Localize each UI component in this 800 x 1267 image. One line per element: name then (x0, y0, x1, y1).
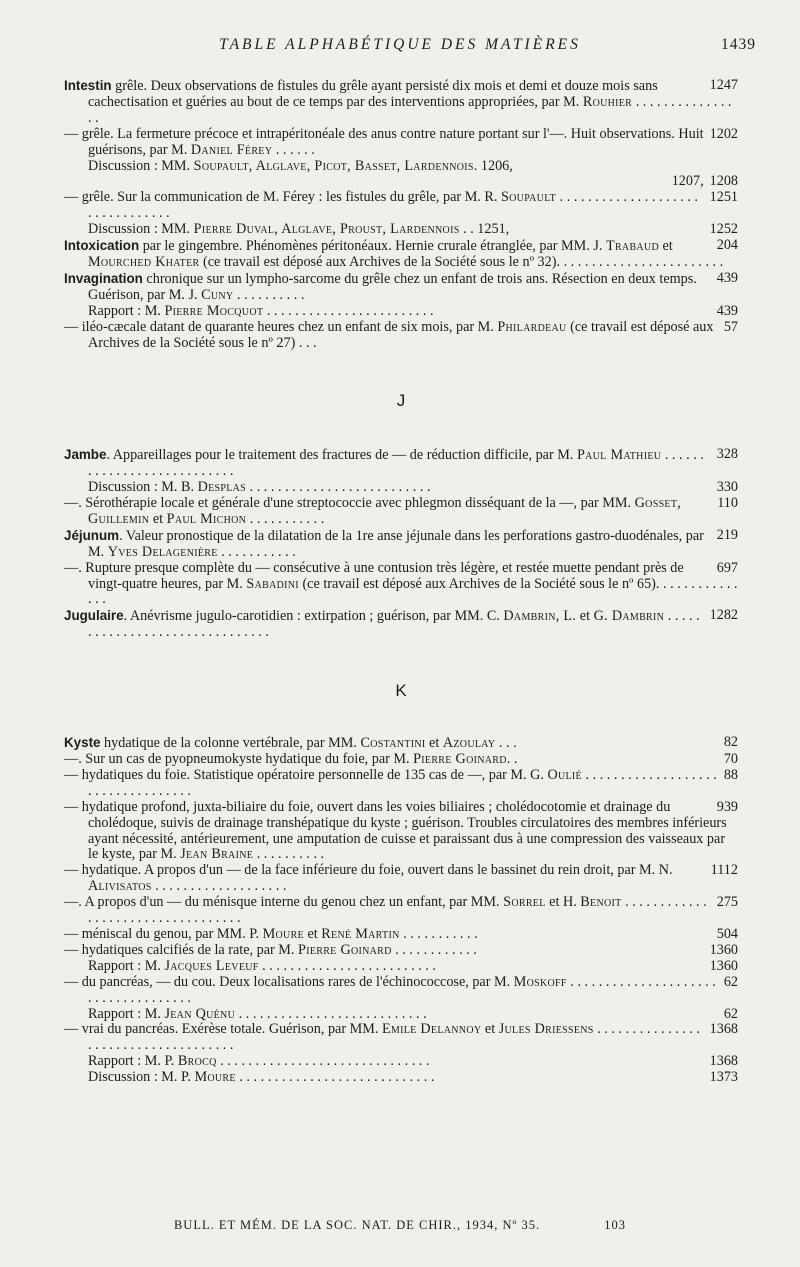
entry-text: . . . . . . . . . . . . (391, 941, 477, 958)
index-entry (64, 943, 738, 959)
author-name: Pierre Mocquot (164, 302, 264, 319)
index-entry (64, 190, 738, 222)
entry-page-number: 1360 (709, 941, 738, 958)
entry-page-number: 1112 (710, 862, 738, 879)
entry-text: et (658, 238, 673, 255)
entry-text: . 1206, (473, 157, 513, 174)
index-entry (64, 174, 738, 190)
entry-text: hydatique de la colonne vertébrale, par MM. (100, 735, 361, 752)
entry-page-number: 504 (716, 925, 738, 942)
author-name: Soupault, Alglave, Picot, Basset, Lardennois (193, 157, 474, 174)
entry-keyword: Invagination (64, 270, 143, 286)
author-name: Azoulay (442, 735, 496, 752)
index-entry (64, 608, 738, 641)
entry-text: . . . . . . . . . . (233, 286, 305, 303)
author-name: Jean Quénu (164, 1005, 236, 1022)
entry-page-number: 1368 (709, 1021, 738, 1038)
entry-page-number: 82 (723, 734, 738, 751)
footer-sheet-number: 103 (604, 1218, 627, 1232)
entry-text: — grêle. La fermeture précoce et intrapéritonéale des anus contre nature portant sur l'—. Huit observations. Huit guérisons, par M. (64, 125, 704, 158)
entry-text: — hydatique. A propos d'un — de la face inférieure du foie, ouvert dans le bassinet du rein droit, par M. N. (64, 862, 673, 879)
index-entry (64, 561, 738, 609)
entry-text: (ce travail est déposé aux Archives de la Société sous le nº 65). . . . . . . . . . . . . . . (88, 575, 738, 608)
entry-keyword: Jugulaire (64, 608, 124, 624)
author-name: Paul Mathieu (576, 447, 662, 464)
entry-text: Rapport : M. (88, 1005, 165, 1022)
index-entry (64, 927, 738, 943)
entry-text: . . . . . . . . . . . . . . . . (88, 93, 732, 126)
entry-page-number: 219 (716, 526, 738, 543)
entry-text: . . . . . . . . . . . . . . . . . . . . . . . . . . . . . . . . . . . . (88, 973, 716, 1006)
entry-text: Discussion : M. B. (88, 479, 198, 496)
author-name: Jacques Leveuf (164, 957, 259, 974)
author-name: Pierre Goinard (298, 941, 392, 958)
entry-page-number: 88 (723, 766, 738, 783)
index-entry (64, 1007, 738, 1023)
index-entry (64, 800, 738, 864)
entry-page-number: 330 (716, 479, 738, 496)
entry-text: par le gingembre. Phénomènes péritonéaux. Hernie crurale étranglée, par MM. J. (139, 238, 606, 255)
entry-keyword: Intestin (64, 78, 112, 93)
index-entry (64, 863, 738, 895)
entry-text: — iléo-cæcale datant de quarante heures chez un enfant de six mois, par M. (64, 318, 498, 335)
author-name: G. Dambrin (593, 608, 665, 625)
entry-page-number: 57 (723, 318, 738, 335)
entry-keyword: Intoxication (64, 238, 140, 254)
entry-text: . . . . . . (272, 141, 315, 158)
index-entry (64, 1070, 738, 1086)
author-name: Trabaud (605, 238, 659, 255)
index-entry (64, 238, 738, 271)
entry-text: grêle. Deux observations de fistules du grêle ayant persisté dix mois et demi et douze mois sans cachectisation et guéries au bout de ce temps par des interventions appropriées, par M. (88, 78, 658, 110)
author-name: Dambrin, L. (503, 608, 577, 625)
entry-page-number: 939 (716, 798, 738, 815)
entry-text: —. Sur un cas de pyopneumokyste hydatique du foie, par M. (64, 751, 414, 767)
entry-text: Discussion : MM. (88, 221, 194, 238)
entry-text: — vrai du pancréas. Exérèse totale. Guérison, par MM. (64, 1021, 382, 1038)
author-name: Cuny (201, 286, 234, 303)
entry-text: . . . . . . . . . . . (399, 925, 478, 942)
author-name: Costantini (360, 735, 426, 752)
author-name: Mourched Khater (88, 253, 200, 270)
entry-text: . . 1251, (459, 221, 510, 238)
entry-text: et (425, 735, 443, 752)
author-name: Daniel Férey (190, 141, 273, 158)
index-entry (64, 959, 738, 975)
author-name: René Martin (321, 925, 400, 942)
entry-text: . . . . . . . . . . . (217, 543, 296, 560)
index-body (64, 78, 738, 1086)
author-name: Gosset, Guillemin (88, 495, 682, 527)
entry-page-number: 1251 (709, 189, 738, 206)
entry-page-number: 439 (716, 269, 738, 286)
entry-page-number: 1368 (709, 1053, 738, 1070)
entry-text: — du pancréas, — du cou. Deux localisations rares de l'échinococcose, par M. (64, 973, 514, 990)
author-name: Soupault (500, 189, 557, 206)
entry-text: et H. (545, 894, 581, 911)
entry-text: et (481, 1021, 499, 1038)
entry-text: . . . . . . . . . . . . . . . . . . . . . . . . . . (246, 479, 431, 496)
author-name: Sabadini (246, 575, 299, 592)
index-entry (64, 304, 738, 320)
entry-page-number: 110 (717, 495, 738, 512)
section-letter-j: J (396, 391, 406, 411)
entry-text: . . . . . . . . . . . . . . . . . . . . . . . . . . . . . . (216, 1053, 430, 1070)
entry-text: . . . . . . . . . . . . . . . . . . . (151, 878, 287, 895)
entry-text: . . . . . . . . . . . . . . . . . . . . . . . . . . . . . . . . . . (88, 894, 707, 927)
author-name: Pierre Goinard (413, 751, 507, 767)
author-name: Moure (194, 1069, 236, 1086)
author-name: Brocq (177, 1053, 217, 1070)
author-name: Jules Driessens (498, 1021, 594, 1038)
entry-text: . . . . . . . . . . . . . . . . . . . . . . . . . . . (235, 1005, 427, 1022)
entry-text: . . . . . . . . . . . . . . . . . . . . . . . . . . . . . . . (88, 608, 700, 641)
index-entry (64, 127, 738, 159)
entry-page-number: 62 (723, 1005, 738, 1022)
entry-page-number: 70 (723, 751, 738, 767)
entry-page-number: 275 (716, 894, 738, 911)
entry-text: . . . . . . . . . . . . . . . . . . . . . . . . (263, 302, 434, 319)
index-entry (64, 447, 738, 480)
header-page-number: 1439 (721, 36, 756, 53)
entry-text: —. Sérothérapie locale et générale d'une streptococcie avec phlegmon disséquant de la —, par MM. (64, 495, 635, 512)
entry-keyword: Jéjunum (64, 527, 120, 543)
running-header (0, 28, 800, 56)
entry-text: . . . . . . . . . . . . . . . . . . . . . . . . . . . (88, 447, 704, 480)
entry-page-number: 204 (716, 237, 738, 254)
index-entry (64, 480, 738, 496)
index-entry (64, 271, 738, 304)
entry-text: Discussion : MM. (88, 157, 194, 174)
entry-page-number: 1208 (709, 173, 738, 190)
index-entry (64, 496, 738, 528)
entry-page-number: 62 (723, 973, 738, 990)
entry-text: —. A propos d'un — du ménisque interne du genou chez un enfant, par MM. (64, 894, 504, 911)
entry-text: . . . . . . . . . . (253, 846, 325, 863)
entry-text: — hydatique profond, juxta-biliaire du foie, ouvert dans les voies biliaires ; cholédocotomie et drainage du cholédoque, suivis de drainage transhépatique du kyste ; guérison. Troubles circulatoires des membres inférieurs ayant nécessité, antérieurement, une amputation de cuisse et paraissant dus à une compression des vaisseaux par le kyste, par M. (64, 798, 727, 863)
index-entry (64, 1054, 738, 1070)
author-name: Yves Delagenière (107, 543, 218, 560)
author-name: Jean Braine (180, 846, 254, 863)
entry-text: . . . . . . . . . . . . . . . . . . . . . . . . . . . . . . . . (88, 189, 698, 222)
entry-text: . Appareillages pour le traitement des fractures de — de réduction difficile, par M. (106, 447, 577, 464)
entry-text: — grêle. Sur la communication de M. Férey : les fistules du grêle, par M. R. (64, 189, 501, 206)
section-letter-k: K (395, 681, 407, 701)
entry-text: . . . . . . . . . . . . . . . . . . . . . . . . . . . . (235, 1069, 435, 1086)
index-entry (64, 528, 738, 561)
author-name: Alivisatos (88, 878, 152, 895)
author-name: Philardeau (497, 318, 567, 335)
author-name: Rouhier (582, 93, 633, 110)
entry-page-number: 439 (716, 302, 738, 319)
index-entry (64, 752, 738, 768)
entry-page-number: 1282 (709, 607, 738, 624)
author-name: Emile Delannoy (381, 1021, 482, 1038)
author-name: Benoit (580, 894, 622, 911)
entry-text: . Valeur pronostique de la dilatation de la 1re anse jéjunale dans les perforations gastro-duodénales, par M. (88, 527, 704, 560)
entry-page-number: 1252 (709, 221, 738, 238)
entry-text: — hydatiques du foie. Statistique opératoire personnelle de 135 cas de —, par M. G. (64, 766, 548, 783)
entry-text: . . (506, 751, 518, 767)
entry-text: et (149, 510, 167, 527)
entry-text: . . . . . . . . . . . . . . . . . . . . . . . . . . . . . . . . . . (88, 766, 717, 799)
index-entry (64, 320, 738, 352)
author-name: Oulié (547, 766, 582, 783)
entry-text: Discussion : M. P. (88, 1069, 195, 1086)
entry-text: chronique sur un lympho-sarcome du grêle chez un enfant de trois ans. Résection en deux temps. Guérison, par M. J. (88, 270, 697, 303)
index-entry (64, 1022, 738, 1054)
entry-page-number: 1373 (709, 1069, 738, 1086)
entry-text: (ce travail est déposé aux Archives de la Société sous le nº 32). . . . . . . . . . . . . . . . . . . . . . . . (199, 253, 724, 270)
entry-keyword: Kyste (64, 735, 101, 751)
entry-text: 1207, (671, 173, 704, 190)
index-entry (64, 735, 738, 752)
entry-text: — méniscal du genou, par MM. P. (64, 925, 263, 942)
entry-text: Rapport : M. P. (88, 1053, 178, 1070)
page-footer (0, 1218, 800, 1233)
index-entry (64, 975, 738, 1007)
entry-page-number: 1247 (709, 77, 738, 93)
entry-keyword: Jambe (64, 447, 107, 463)
entry-page-number: 328 (716, 446, 738, 463)
author-name: Desplas (197, 479, 247, 496)
index-entry (64, 222, 738, 238)
entry-text: . . . . . . . . . . . . . . . . . . . . . . . . . . . . . . . . . . . . (88, 1021, 701, 1054)
entry-page-number: 1360 (709, 957, 738, 974)
footer-citation: BULL. ET MÉM. DE LA SOC. NAT. DE CHIR., 1934, Nº 35. (173, 1218, 541, 1232)
header-title: TABLE ALPHABÉTIQUE DES MATIÈRES (219, 36, 581, 53)
index-entry (64, 895, 738, 927)
index-entry (64, 159, 738, 175)
entry-text: . . . . . . . . . . . (246, 510, 325, 527)
entry-text: Rapport : M. (88, 302, 165, 319)
entry-page-number: 697 (716, 559, 738, 576)
entry-text: et (303, 925, 322, 942)
index-entry (64, 78, 738, 127)
entry-text: . Anévrisme jugulo-carotidien : extirpation ; guérison, par MM. C. (123, 608, 504, 625)
entry-text: et (576, 608, 594, 625)
entry-text: . . . (495, 735, 517, 752)
author-name: Pierre Duval, Alglave, Proust, Lardennois (193, 221, 460, 238)
entry-text: —. Rupture presque complète du — consécutive à une contusion très légère, et restée muette pendant près de vingt-quatre heures, par M. (64, 559, 684, 592)
author-name: Moure (262, 925, 304, 942)
entry-text: . . . . . . . . . . . . . . . . . . . . . . . . . (258, 957, 436, 974)
index-entry (64, 768, 738, 800)
author-name: Moskoff (513, 973, 567, 990)
entry-text: — hydatiques calcifiés de la rate, par M. (64, 941, 299, 958)
author-name: Paul Michon (166, 510, 247, 527)
entry-text: (ce travail est déposé aux Archives de la Société sous le nº 27) . . . (88, 318, 714, 351)
entry-text: Rapport : M. (88, 957, 165, 974)
author-name: Sorrel (503, 894, 546, 911)
entry-page-number: 1202 (709, 125, 738, 142)
